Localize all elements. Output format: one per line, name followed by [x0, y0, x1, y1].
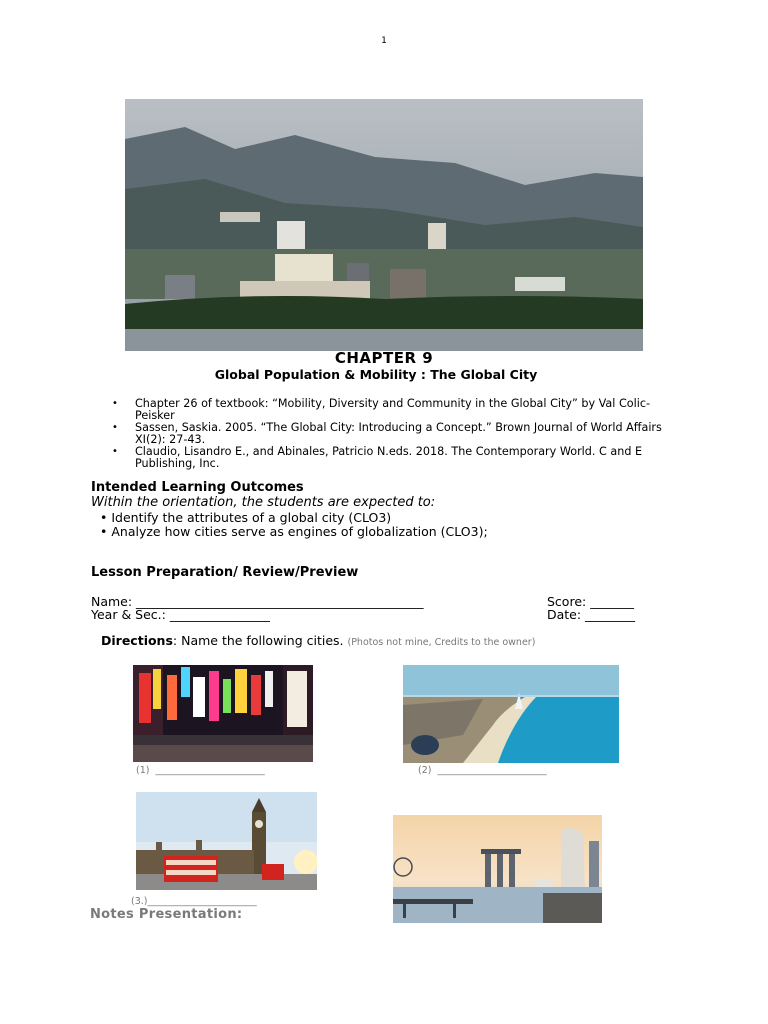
score-field[interactable]: Score: _______ [547, 594, 634, 609]
reference-item: • Sassen, Saskia. 2005. “The Global City: Introducing a Concept.” Brown Journal of World Affairs XI(2): 27-43. [112, 422, 682, 446]
name-field[interactable]: Name: ______________________________________________ [91, 594, 424, 609]
photo-caption-1: (1) _______________________ [136, 765, 265, 776]
photo-caption-2: (2) _______________________ [418, 765, 547, 776]
city-photo-4 [393, 815, 602, 923]
photo-credits: (Photos not mine, Credits to the owner) [347, 637, 536, 648]
notes-heading: Notes Presentation: [90, 907, 243, 922]
reference-list [112, 398, 682, 470]
outcomes-intro: Within the orientation, the students are expected to: [91, 495, 436, 510]
city-photo-1 [133, 665, 313, 762]
lesson-heading: Lesson Preparation/ Review/Preview [91, 565, 359, 580]
directions-text: : Name the following cities. [172, 633, 344, 648]
outcomes-list [100, 511, 488, 539]
outcome-item: • Identify the attributes of a global city (CLO3) [100, 511, 488, 525]
directions-label: Directions [101, 633, 173, 648]
city-photo-3 [136, 792, 317, 890]
date-field[interactable]: Date: ________ [547, 607, 636, 622]
city-photo-2 [403, 665, 619, 763]
outcomes-heading: Intended Learning Outcomes [91, 480, 304, 495]
outcome-item: • Analyze how cities serve as engines of globalization (CLO3); [100, 525, 488, 539]
year-section-field[interactable]: Year & Sec.: ________________ [91, 607, 270, 622]
photo-caption-3: (3.)_______________________ [131, 896, 257, 907]
chapter-subtitle: Global Population & Mobility : The Global City [214, 367, 538, 382]
reference-item: • Chapter 26 of textbook: “Mobility, Diversity and Community in the Global City” by Val Colic-Peisker [112, 398, 682, 422]
page-number: 1 [381, 36, 387, 46]
reference-item: • Claudio, Lisandro E., and Abinales, Patricio N.eds. 2018. The Contemporary World. C and E Publishing, Inc. [112, 446, 682, 470]
chapter-title: CHAPTER 9 [334, 349, 434, 367]
directions [101, 633, 535, 648]
hero-image [125, 99, 643, 351]
